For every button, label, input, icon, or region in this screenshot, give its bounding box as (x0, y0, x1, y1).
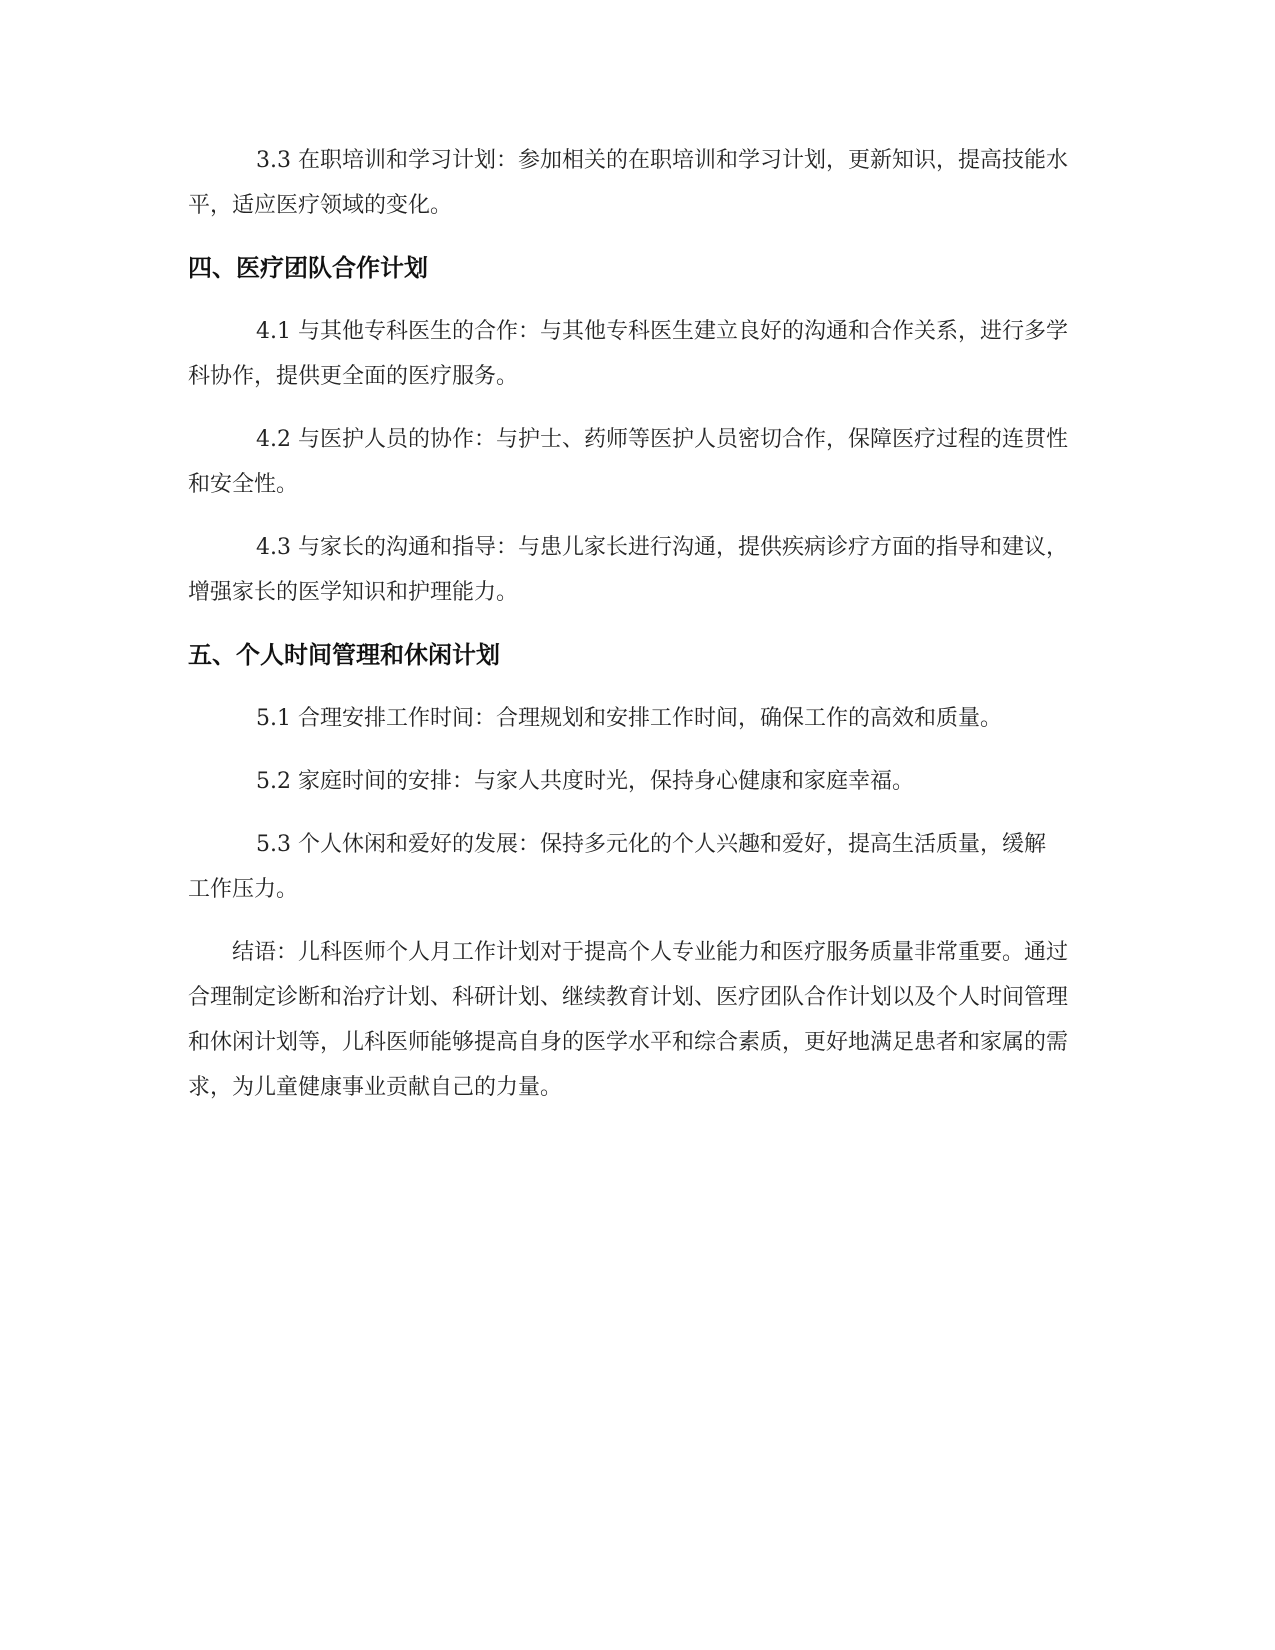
paragraph-4-1: 4.1 与其他专科医生的合作：与其他专科医生建立良好的沟通和合作关系，进行多学科协作，提供更全面的医疗服务。 (188, 319, 1068, 389)
paragraph-3-3: 3.3 在职培训和学习计划：参加相关的在职培训和学习计划，更新知识，提高技能水平，适应医疗领域的变化。 (188, 148, 1068, 218)
paragraph-5-1: 5.1 合理安排工作时间：合理规划和安排工作时间，确保工作的高效和质量。 (256, 706, 1002, 731)
paragraph-5-2: 5.2 家庭时间的安排：与家人共度时光，保持身心健康和家庭幸福。 (256, 769, 914, 794)
document-body (188, 138, 1088, 1110)
paragraph-4-2: 4.2 与医护人员的协作：与护士、药师等医护人员密切合作，保障医疗过程的连贯性和安全性。 (188, 427, 1068, 497)
paragraph-5-3: 5.3 个人休闲和爱好的发展：保持多元化的个人兴趣和爱好，提高生活质量，缓解工作压力。 (188, 832, 1046, 902)
section-heading-4: 四、医疗团队合作计划 (188, 254, 428, 282)
conclusion-paragraph: 结语：儿科医师个人月工作计划对于提高个人专业能力和医疗服务质量非常重要。通过合理制定诊断和治疗计划、科研计划、继续教育计划、医疗团队合作计划以及个人时间管理和休闲计划等，儿科医师能够提高自身的医学水平和综合素质，更好地满足患者和家属的需求，为儿童健康事业贡献自己的力量。 (188, 940, 1069, 1100)
section-heading-5: 五、个人时间管理和休闲计划 (188, 641, 500, 669)
paragraph-4-3: 4.3 与家长的沟通和指导：与患儿家长进行沟通，提供疾病诊疗方面的指导和建议，增强家长的医学知识和护理能力。 (188, 535, 1068, 605)
